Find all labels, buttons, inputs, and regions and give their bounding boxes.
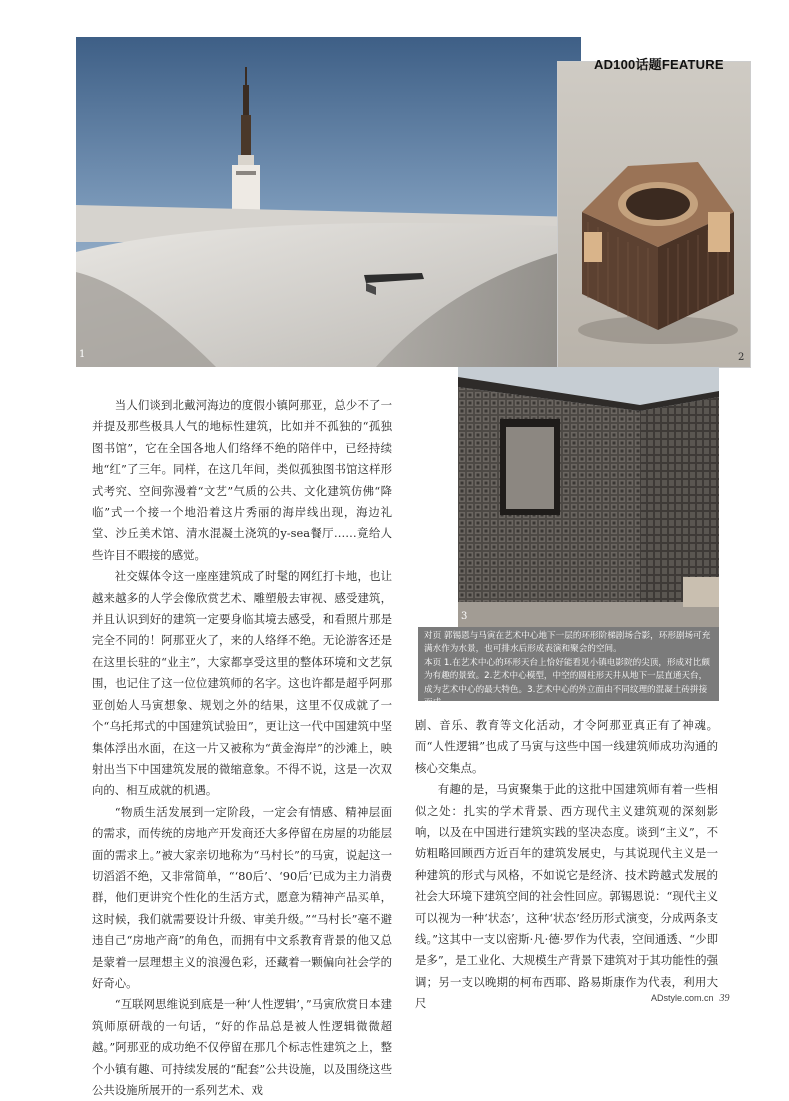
body-paragraph: 剧、音乐、教育等文化活动，才令阿那亚真正有了神魂。而“人性逻辑”也成了马寅与这些中国一线建筑师成功沟通的核心交集点。 [415,718,718,775]
photo-caption [418,627,719,709]
figure-number-2: 2 [738,352,745,363]
body-paragraph: 社交媒体令这一座座建筑成了时髦的网红打卡地，也让越来越多的人学会像欣赏艺术、雕塑般去审视、感受建筑，并且认识到好的建筑一定要身临其境去感受，和看照片那是完全不同的！阿那亚火了，来的人络绎不绝。无论游客还是在这里长驻的“业主”，大家都享受这里的整体环境和文艺氛围，也记住了这一位位建筑师的名字。这也许都是超乎阿那亚创始人马寅想象、规划之外的结果，这里不仅成就了一个“乌托邦式的中国建筑试验田”，更让这一代中国建筑中坚集体浮出水面，在这一片又被称为“黄金海岸”的沙滩上，映射出当下中国建筑发展的微缩意象。不得不说，这是一次双向的、相互成就的机遇。 [92,569,392,798]
architectural-model-illustration [558,62,750,367]
body-paragraph: 当人们谈到北戴河海边的度假小镇阿那亚，总少不了一并提及那些极具人气的地标性建筑，比如并不孤独的“孤独图书馆”，它在全国各地人们络绎不绝的陪伴中，已经持续地“红”了三年。同样，在这几年间，类似孤独图书馆这样形式考究、空间弥漫着“文艺”气质的公共、文化建筑仿佛“降临”式一个接一个地沿着这片秀丽的海岸线出现，海边礼堂、沙丘美术馆、清水混凝土浇筑的y-sea餐厅……竟给人些许目不暇接的感觉。 [92,398,392,562]
caption-facing-page: 对页 郭锡恩与马寅在艺术中心地下一层的环形阶梯剧场合影，环形剧场可充满水作为水景，也可排水后形成表演和聚会的空间。 [424,631,711,655]
body-paragraph: “互联网思维说到底是一种‘人性逻辑’，”马寅欣赏日本建筑师原研哉的一句话，“好的作品总是被人性逻辑微微超越。”阿那亚的成功绝不仅停留在那几个标志性建筑之上，整个小镇有趣、可持续发展的“配套”公共设施，以及围绕这些公共设施所展开的一系列艺术、戏 [92,997,392,1097]
section-header-label: AD100话题FEATURE [594,57,724,72]
body-column-right [415,715,718,1015]
page-footer [651,993,730,1004]
rooftop-tower-illustration [76,37,581,367]
figure-number-1: 1 [79,349,86,360]
photo-3-art-center-facade [458,367,719,627]
photo-2-architectural-model [558,62,750,367]
page-number: 39 [719,993,730,1004]
body-paragraph: 有趣的是，马寅聚集于此的这批中国建筑师有着一些相似之处：扎实的学术背景、西方现代主义建筑观的深刻影响，以及在中国进行建筑实践的坚决态度。谈到“主义”，不妨粗略回顾西方近百年的建筑发展史，与其说现代主义是一种建筑的形式与风格，不如说它是经济、技术跨越式发展的社会大环境下建筑空间的社会性回应。郭锡恩说：“现代主义可以视为一种‘状态’，这种‘状态’经历形式演变，分成两条支线。”这其中一支以密斯·凡·德·罗作为代表，空间通透、“少即是多”，是工业化、大规模生产背景下建筑对于其功能性的强调；另一支以晚期的柯布西耶、路易斯康作为代表，利用大尺 [415,782,718,1011]
art-center-facade-illustration [458,367,719,627]
body-paragraph: “物质生活发展到一定阶段，一定会有情感、精神层面的需求，而传统的房地产开发商还大多停留在房屋的功能层面的需求上。”被大家亲切地称为“马村长”的马寅，说起这一切滔滔不绝，又非常简单，“‘80后’、‘90后’已成为主力消费群，他们更讲究个性化的生活方式，愿意为精神产品买单，这时候，我们就需要设计升级、审美升级。”“马村长”毫不避违自己“房地产商”的角色，而拥有中文系教育背景的他又总是蒙着一层理想主义的浪漫色彩，还藏着一颗偏向社会学的好奇心。 [92,804,392,990]
caption-this-page: 本页 1.在艺术中心的环形天台上恰好能看见小镇电影院的尖顶，形成对比颇为有趣的景致。2.艺术中心模型，中空的圆柱形天井从地下一层直通天台，成为艺术中心的最大特色。3.艺术中心的外立面由不同纹理的混凝土砖拼接而成。 [424,657,710,709]
footer-site: ADstyle.com.cn [651,993,714,1003]
body-column-left [92,395,392,1101]
figure-number-3: 3 [461,611,468,622]
photo-1-rooftop-tower [76,37,581,367]
